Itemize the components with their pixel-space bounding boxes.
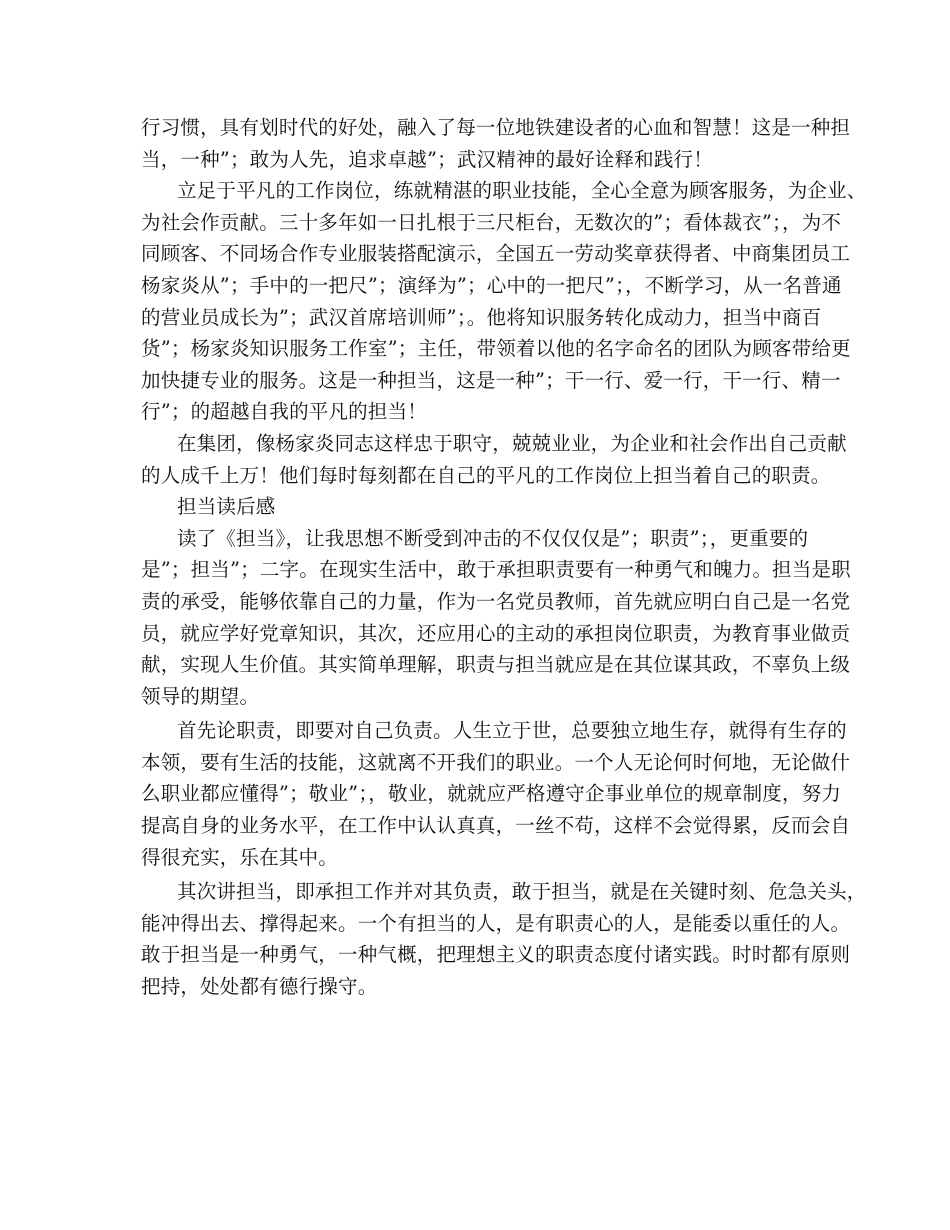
- text-line: 行”；的超越自我的平凡的担当！: [141, 400, 427, 424]
- text-line: 货”；杨家炎知识服务工作室”；主任，带领着以他的名字命名的团队为顾客带给更: [141, 337, 851, 361]
- text-line: 当，一种”；敢为人先，追求卓越”；武汉精神的最好诠释和践行！: [141, 147, 713, 171]
- text-line: 的营业员成长为”；武汉首席培训师”；。他将知识服务转化成动力，担当中商百: [141, 305, 822, 329]
- text-line: 献，实现人生价值。其实简单理解，职责与担当就应是在其位谋其政，不辜负上级: [141, 653, 851, 677]
- text-line: 把持，处处都有德行操守。: [141, 975, 378, 999]
- text-line: 同顾客、不同场合作专业服装搭配演示，全国五一劳动奖章获得者、中商集团员工: [141, 242, 851, 266]
- paragraph-3: [141, 428, 847, 491]
- text-line: 立足于平凡的工作岗位，练就精湛的职业技能，全心全意为顾客服务，为企业、: [177, 179, 867, 203]
- text-line: 首先论职责，即要对自己负责。人生立于世，总要独立地生存，就得有生存的: [177, 719, 847, 743]
- heading-line: 担当读后感: [177, 495, 276, 519]
- paragraph-6: [141, 876, 867, 1002]
- text-line: 敢于担当是一种勇气，一种气概，把理想主义的职责态度付诸实践。时时都有原则: [141, 943, 851, 967]
- text-line: 的人成千上万！他们每时每刻都在自己的平凡的工作岗位上担当着自己的职责。: [141, 463, 831, 487]
- text-line: 是”；担当”；二字。在现实生活中，敢于承担职责要有一种勇气和魄力。担当是职: [141, 558, 851, 582]
- text-line: 为社会作贡献。三十多年如一日扎根于三尺柜台，无数次的”；看体裁衣”；，为不: [141, 210, 842, 234]
- text-line: 员，就应学好党章知识，其次，还应用心的主动的承担岗位职责，为教育事业做贡: [141, 621, 851, 645]
- text-line: 杨家炎从”；手中的一把尺”；演绎为”；心中的一把尺”；，不断学习，从一名普通: [141, 273, 842, 297]
- text-line: 么职业都应懂得”；敬业”；，敬业，就就应严格遵守企事业单位的规章制度，努力: [141, 782, 842, 806]
- text-line: 加快捷专业的服务。这是一种担当，这是一种”；干一行、爱一行，干一行、精一: [141, 368, 841, 392]
- text-line: 读了《担当》，让我思想不断受到冲击的不仅仅仅是”；职责”；，更重要的: [177, 526, 809, 550]
- document-body: [141, 112, 867, 1003]
- text-line: 领导的期望。: [141, 684, 260, 708]
- text-line: 其次讲担当，即承担工作并对其负责，敢于担当，就是在关键时刻、危急关头，: [177, 880, 867, 904]
- text-line: 提高自身的业务水平，在工作中认认真真，一丝不苟，这样不会觉得累，反而会自: [141, 814, 851, 838]
- paragraph-2: [141, 175, 867, 428]
- text-line: 本领，要有生活的技能，这就离不开我们的职业。一个人无论何时何地，无论做什: [141, 750, 851, 774]
- text-line: 在集团，像杨家炎同志这样忠于职守，兢兢业业，为企业和社会作出自己贡献: [177, 431, 847, 455]
- text-line: 能冲得出去、撑得起来。一个有担当的人，是有职责心的人，是能委以重任的人。: [141, 911, 851, 935]
- text-line: 责的承受，能够依靠自己的力量，作为一名党员教师，首先就应明白自己是一名党: [141, 589, 851, 613]
- paragraph-5: [141, 715, 851, 873]
- paragraph-1: [141, 112, 851, 175]
- text-line: 得很充实，乐在其中。: [141, 845, 339, 869]
- section-heading: [141, 491, 821, 523]
- text-line: 行习惯，具有划时代的好处，融入了每一位地铁建设者的心血和智慧！这是一种担: [141, 116, 851, 139]
- paragraph-4: [141, 523, 851, 713]
